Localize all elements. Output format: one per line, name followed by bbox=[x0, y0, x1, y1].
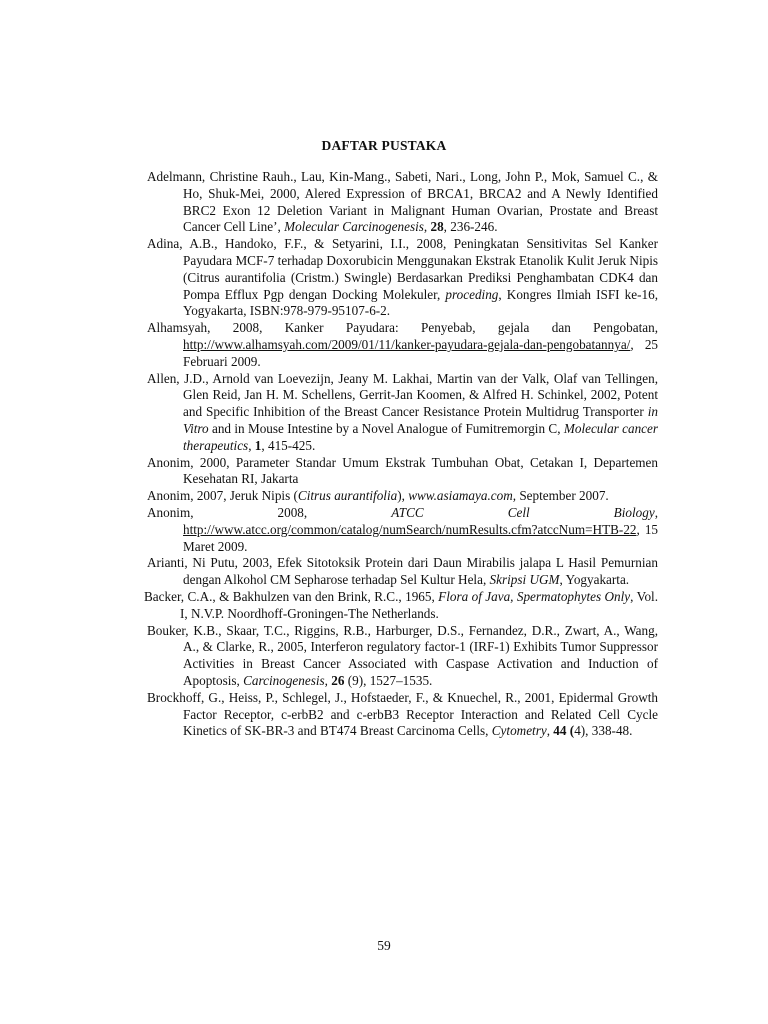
page-title: DAFTAR PUSTAKA bbox=[321, 138, 447, 153]
website-name: www.asiamaya.com, bbox=[408, 488, 517, 504]
ref-text: (9), 1527–1535. bbox=[344, 672, 433, 688]
reference-link[interactable]: http://www.alhamsyah.com/2009/01/11/kanker-payudara-gejala-dan-pengobatannya/ bbox=[183, 336, 631, 352]
ref-text: 4), 338-48. bbox=[574, 723, 633, 739]
ref-text: , 15 Maret 2009. bbox=[183, 521, 658, 554]
reference-item bbox=[147, 690, 658, 740]
journal-title: Carcinogenesis bbox=[243, 672, 325, 688]
volume: 1 bbox=[254, 437, 262, 453]
page-number: 59 bbox=[377, 938, 391, 953]
ref-text: Adina, A.B., Handoko, F.F., & Setyarini, I.I., 2008, Peningkatan Sensitivitas Sel Kanker Payudara MCF-7 terhadap Doxorubicin Menggunakan Ekstrak Etanolik Kulit Jeruk Nipis (Citrus aurantifolia (Cristm.) Swingle) Berdasarkan Prediksi Penghambatan CDK4 dan Pompa Efflux Pgp dengan Docking Molekuler, bbox=[147, 236, 658, 302]
ref-text: Allen, J.D., Arnold van Loevezijn, Jeany M. Lakhai, Martin van der Valk, Olaf van Tellingen, Glen Reid, Jan H. M. Schellens, Gerrit-Jan Koomen, & Alfred H. Schinkel, 2002, Potent and Specific Inhibition of the Breast Cancer Resistance Protein Multidrug Transporter bbox=[147, 370, 658, 420]
reference-item bbox=[147, 455, 658, 489]
ref-text: ), bbox=[397, 488, 409, 504]
publication-type: Skripsi UGM bbox=[489, 572, 560, 588]
publication-type: proceding bbox=[445, 286, 499, 302]
reference-list bbox=[144, 169, 659, 740]
ref-text: and in Mouse Intestine by a Novel Analogue of Fumitremorgin C, bbox=[208, 420, 564, 436]
ref-text: , bbox=[546, 723, 554, 739]
species-name: Citrus aurantifolia bbox=[297, 488, 398, 504]
reference-item bbox=[147, 169, 658, 236]
ref-text: Anonim, 2007, Jeruk Nipis ( bbox=[147, 488, 298, 504]
journal-title: Molecular Carcinogenesis bbox=[284, 219, 424, 235]
book-title: Flora of Java, Spermatophytes Only bbox=[438, 588, 631, 604]
reference-item bbox=[147, 505, 658, 555]
italic-term: in Vitro bbox=[183, 404, 658, 436]
ref-text: Anonim, 2008, bbox=[147, 504, 392, 520]
journal-title: Molecular cancer therapeutics bbox=[183, 420, 659, 453]
ref-text: , bbox=[324, 672, 332, 688]
journal-title: Cytometry bbox=[491, 723, 547, 739]
ref-text: , 25 Februari 2009. bbox=[183, 336, 658, 369]
ref-text: , 236-246. bbox=[443, 219, 498, 235]
ref-text: , Yogyakarta. bbox=[559, 572, 630, 588]
ref-text: Backer, C.A., & Bakhulzen van den Brink, R.C., 1965, bbox=[144, 588, 439, 604]
reference-item bbox=[144, 589, 658, 623]
volume: 44 ( bbox=[553, 723, 575, 739]
ref-text: , bbox=[654, 504, 658, 520]
ref-text: Adelmann, Christine Rauh., Lau, Kin-Mang., Sabeti, Nari., Long, John P., Mok, Samuel C., & Ho, Shuk-Mei, 2000, Alered Expression of BRCA1, BRCA2 and A Newly Identified BRC2 Exon 12 Deletion Variant in Malignant Human Ovarian, Prostate and Breast Cancer Cell Line’, bbox=[147, 169, 658, 235]
ref-text: Brockhoff, G., Heiss, P., Schlegel, J., Hofstaeder, F., & Knuechel, R., 2001, Epidermal Growth Factor Receptor, c-erbB2 and c-erbB3 Receptor Interaction and Related Cell Cycle Kinetics of SK-BR-3 and BT474 Breast Carcinoma Cells, bbox=[147, 689, 658, 739]
ref-text: , 415-425. bbox=[261, 437, 316, 453]
ref-text: , bbox=[248, 437, 255, 453]
ref-text: Alhamsyah, 2008, Kanker Payudara: Penyebab, gejala dan Pengobatan, bbox=[147, 320, 658, 336]
reference-item bbox=[147, 488, 658, 505]
ref-text: , Vol. I, N.V.P. Noordhoff-Groningen-The Netherlands. bbox=[180, 588, 658, 621]
volume: 28 bbox=[430, 219, 444, 235]
ref-text: , bbox=[423, 219, 431, 235]
reference-link[interactable]: http://www.atcc.org/common/catalog/numSearch/numResults.cfm?atccNum=HTB-22 bbox=[183, 521, 637, 537]
reference-item bbox=[147, 320, 658, 370]
ref-text: Anonim, 2000, Parameter Standar Umum Ekstrak Tumbuhan Obat, Cetakan I, Departemen Kesehatan RI, Jakarta bbox=[147, 454, 658, 487]
source-title: ATCC Cell Biology bbox=[391, 504, 655, 520]
ref-text: Bouker, K.B., Skaar, T.C., Riggins, R.B., Harburger, D.S., Fernandez, D.R., Zwart, A., Wang, A., & Clarke, R., 2005, Interferon regulatory factor-1 (IRF-1) Exhibits Tumor Suppressor Activities in Breast Cancer Associated with Caspase Activation and Induction of Apoptosis, bbox=[147, 622, 658, 688]
reference-item bbox=[147, 623, 658, 690]
volume: 26 bbox=[331, 672, 345, 688]
reference-item bbox=[147, 236, 658, 320]
ref-text: Arianti, Ni Putu, 2003, Efek Sitotoksik Protein dari Daun Mirabilis jalapa L Hasil Pemurnian dengan Alkohol CM Sepharose terhadap Sel Kultur Hela, bbox=[147, 555, 658, 588]
reference-item bbox=[147, 555, 658, 589]
ref-text: September 2007. bbox=[516, 488, 609, 504]
reference-item bbox=[147, 371, 658, 455]
ref-text: , Kongres Ilmiah ISFI ke-16, Yogyakarta, ISBN:978-979-95107-6-2. bbox=[183, 286, 658, 319]
